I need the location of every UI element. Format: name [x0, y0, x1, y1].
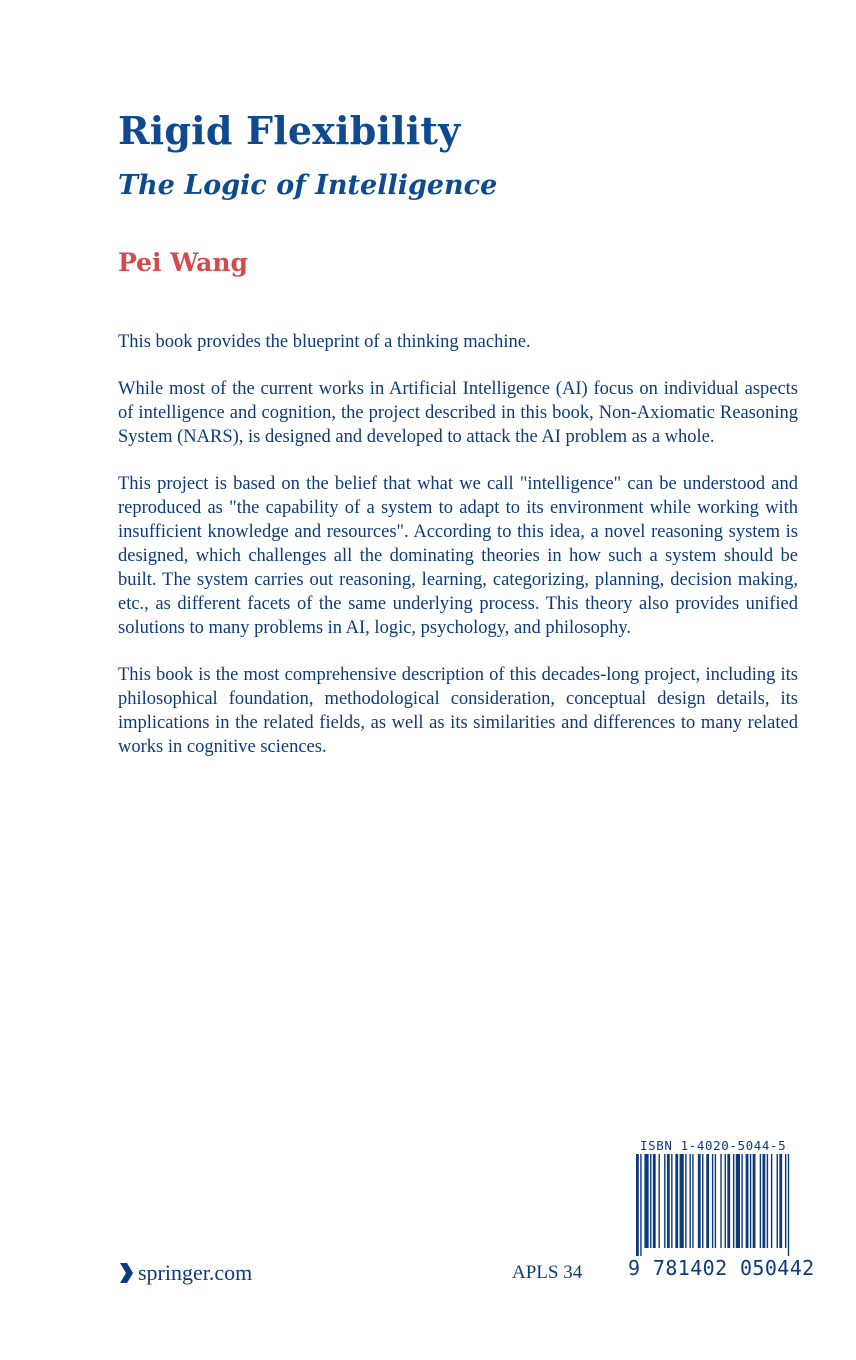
barcode-bar: [636, 1154, 639, 1256]
back-cover-blurb: [118, 330, 798, 782]
barcode-bar: [736, 1154, 740, 1248]
blurb-paragraph: While most of the current works in Artificial Intelligence (AI) focus on individual aspects of intelligence and cognition, the project described in this book, Non-Axiomatic Reasoning System (NARS), is designed and developed to attack the AI problem as a whole.: [118, 379, 798, 447]
barcode-bar: [640, 1154, 641, 1256]
barcode-bar: [777, 1154, 778, 1248]
barcode-bar: [664, 1154, 665, 1248]
barcode-bar: [644, 1154, 648, 1248]
barcode-bar: [771, 1154, 772, 1248]
barcode-bar: [689, 1154, 690, 1248]
barcode-bar: [720, 1154, 721, 1248]
barcode-bar: [671, 1154, 672, 1248]
barcode-bar: [725, 1154, 726, 1248]
blurb-paragraph: This project is based on the belief that what we call "intelligence" can be understood and reproduced as "the capability of a system to adapt to its environment while working with insufficient knowledge and resources". According to this idea, a novel reasoning system is designed, which challenges all the dominating theories in how such a system should be built. The system carries out reasoning, learning, categorizing, planning, decision making, etc., as different facets of the same underlying process. This theory also provides unified solutions to many problems in AI, logic, psychology, and philosophy.: [118, 474, 798, 638]
book-subtitle: The Logic of Intelligence: [118, 170, 498, 201]
series-number: APLS 34: [512, 1262, 583, 1283]
barcode-bar: [779, 1154, 782, 1248]
barcode-bar: [746, 1154, 749, 1248]
barcode-bar: [653, 1154, 656, 1248]
barcode-bar: [762, 1154, 765, 1248]
blurb-paragraph: This book is the most comprehensive description of this decades-long project, including its philosophical foundation, methodological consideration, conceptual design details, its implications in the related fields, as well as its similarities and differences to many related works in cognitive sciences.: [118, 665, 798, 757]
barcode-bar: [767, 1154, 768, 1248]
barcode-bar: [650, 1154, 651, 1248]
barcode-bar: [750, 1154, 751, 1248]
barcode-bar: [658, 1154, 659, 1248]
barcode-bar: [712, 1154, 713, 1248]
publisher-url: springer.com: [138, 1260, 253, 1285]
barcode-bar: [702, 1154, 703, 1248]
barcode: [636, 1154, 792, 1256]
barcode-number: 9 781402 050442: [628, 1256, 815, 1280]
barcode-bar: [741, 1154, 742, 1248]
chevron-right-icon: [118, 1261, 134, 1285]
barcode-bar: [675, 1154, 678, 1248]
barcode-bar: [760, 1154, 761, 1248]
barcode-bar: [698, 1154, 701, 1248]
barcode-bar: [733, 1154, 734, 1248]
author-name: Pei Wang: [118, 248, 248, 277]
blurb-paragraph: This book provides the blueprint of a thinking machine.: [118, 332, 531, 352]
barcode-bar: [785, 1154, 786, 1248]
publisher-link[interactable]: [118, 1260, 252, 1286]
barcode-bar: [667, 1154, 670, 1248]
isbn-label: ISBN 1-4020-5044-5: [640, 1138, 787, 1153]
barcode-bar: [692, 1154, 693, 1248]
barcode-bar: [706, 1154, 709, 1248]
barcode-bar: [680, 1154, 684, 1248]
barcode-bar: [753, 1154, 756, 1248]
barcode-bar: [788, 1154, 789, 1256]
barcode-bar: [715, 1154, 716, 1248]
book-title: Rigid Flexibility: [118, 108, 461, 153]
barcode-bar: [685, 1154, 686, 1248]
barcode-bar: [727, 1154, 730, 1248]
